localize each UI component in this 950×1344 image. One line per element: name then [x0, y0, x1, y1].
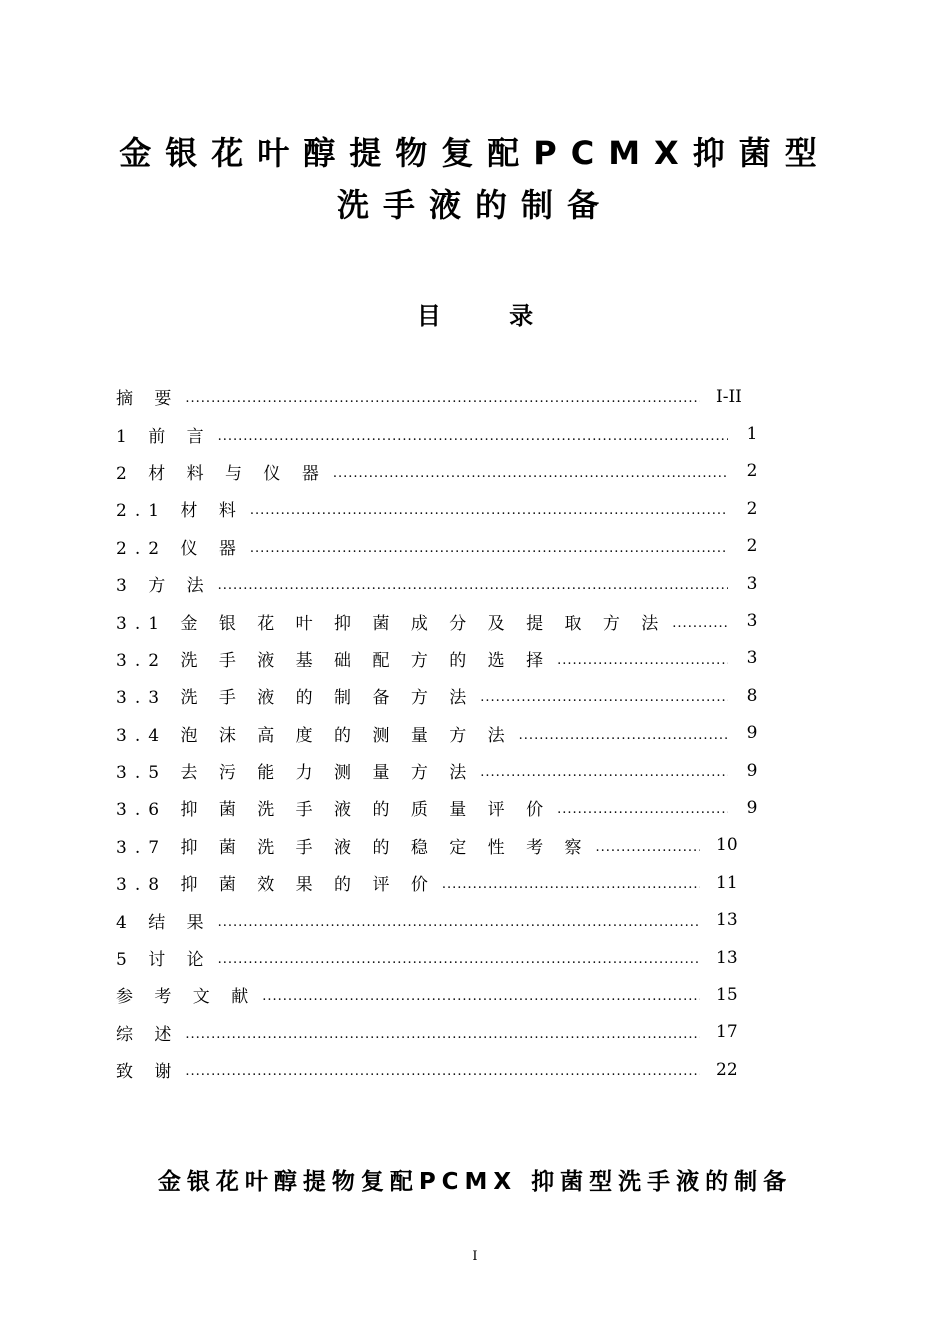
toc-entry-page: 8 — [746, 685, 758, 706]
toc-entry-label: 2 材 料 与 仪 器 — [116, 463, 327, 484]
toc-entry-page: 13 — [716, 947, 738, 968]
toc-entry[interactable] — [116, 864, 776, 901]
toc-entry[interactable] — [116, 976, 776, 1013]
toc-entry-page: 3 — [746, 648, 758, 669]
toc-entry-label: 3.7 抑 菌 洗 手 液 的 稳 定 性 考 察 — [116, 837, 590, 858]
toc-entry[interactable] — [116, 415, 776, 452]
toc-leader-dots — [218, 430, 728, 443]
toc-leader-dots — [218, 953, 700, 966]
toc-entry-page: 10 — [716, 835, 738, 856]
toc-entry[interactable] — [116, 528, 776, 565]
toc-entry-page: 15 — [716, 984, 738, 1005]
toc-entry-label: 致 谢 — [116, 1062, 180, 1083]
toc-entry-label: 3.8 抑 菌 效 果 的 评 价 — [116, 875, 436, 896]
toc-leader-dots — [218, 579, 728, 592]
toc-entry-label: 3.4 泡 沫 高 度 的 测 量 方 法 — [116, 725, 513, 746]
toc-leader-dots — [557, 803, 728, 816]
toc-entry-page: 2 — [746, 498, 758, 519]
toc-entry[interactable] — [116, 752, 776, 789]
toc-heading: 目 录 — [416, 302, 534, 330]
toc-leader-dots — [185, 1065, 700, 1078]
toc-entry[interactable] — [116, 490, 776, 527]
toc-leader-dots — [480, 766, 728, 779]
toc-entry-page: 1 — [746, 424, 758, 445]
toc-entry[interactable] — [116, 677, 776, 714]
toc-entry-label: 3.6 抑 菌 洗 手 液 的 质 量 评 价 — [116, 800, 552, 821]
toc-entry-page: 2 — [746, 536, 758, 557]
toc-entry-label: 3.1 金 银 花 叶 抑 菌 成 分 及 提 取 方 法 — [116, 613, 667, 634]
toc-leader-dots — [262, 990, 700, 1003]
toc-entry[interactable] — [116, 640, 776, 677]
toc-entry-page: 3 — [746, 611, 758, 632]
toc-leader-dots — [672, 617, 728, 630]
toc-entry-label: 综 述 — [116, 1024, 180, 1045]
toc-entry-label: 3.2 洗 手 液 基 础 配 方 的 选 择 — [116, 650, 552, 671]
toc-entry[interactable] — [116, 827, 776, 864]
toc-leader-dots — [185, 392, 700, 405]
toc-entry-label: 5 讨 论 — [116, 950, 212, 971]
toc-entry-page: I-II — [716, 386, 742, 407]
toc-leader-dots — [442, 878, 700, 891]
toc-leader-dots — [218, 916, 700, 929]
toc-leader-dots — [519, 729, 728, 742]
toc-entry-page: 9 — [746, 723, 758, 744]
toc-entry[interactable] — [116, 939, 776, 976]
table-of-contents — [116, 378, 776, 1088]
toc-entry-label: 2.1 材 料 — [116, 501, 244, 522]
toc-entry-page: 9 — [746, 760, 758, 781]
toc-entry[interactable] — [116, 901, 776, 938]
toc-leader-dots — [250, 542, 728, 555]
toc-entry-label: 3 方 法 — [116, 576, 212, 597]
toc-entry-page: 13 — [716, 910, 738, 931]
toc-entry[interactable] — [116, 565, 776, 602]
page-number: I — [472, 1249, 478, 1264]
toc-entry-label: 1 前 言 — [116, 426, 212, 447]
toc-leader-dots — [185, 1028, 700, 1041]
toc-entry-page: 17 — [716, 1022, 738, 1043]
toc-entry-label: 摘 要 — [116, 389, 180, 410]
toc-leader-dots — [333, 467, 728, 480]
toc-entry[interactable] — [116, 378, 776, 415]
document-title-line-1: 金银花叶醇提物复配PCMX抑菌型 — [119, 134, 831, 172]
toc-entry[interactable] — [116, 453, 776, 490]
toc-leader-dots — [480, 691, 728, 704]
toc-entry-page: 22 — [716, 1059, 738, 1080]
toc-entry-page: 3 — [746, 573, 758, 594]
document-title-line-2: 洗手液的制备 — [336, 186, 613, 224]
toc-leader-dots — [595, 841, 700, 854]
toc-entry-label: 2.2 仪 器 — [116, 538, 244, 559]
toc-entry[interactable] — [116, 1051, 776, 1088]
toc-entry[interactable] — [116, 602, 776, 639]
toc-entry[interactable] — [116, 715, 776, 752]
toc-entry-label: 参 考 文 献 — [116, 987, 257, 1008]
toc-entry-page: 2 — [746, 461, 758, 482]
toc-entry-label: 3.3 洗 手 液 的 制 备 方 法 — [116, 688, 475, 709]
toc-entry[interactable] — [116, 1014, 776, 1051]
section-title: 金银花叶醇提物复配PCMX 抑菌型洗手液的制备 — [157, 1169, 793, 1195]
toc-leader-dots — [557, 654, 728, 667]
toc-entry-label: 3.5 去 污 能 力 测 量 方 法 — [116, 763, 475, 784]
toc-entry-page: 11 — [716, 872, 738, 893]
toc-entry-label: 4 结 果 — [116, 912, 212, 933]
toc-entry[interactable] — [116, 789, 776, 826]
toc-entry-page: 9 — [746, 797, 758, 818]
toc-leader-dots — [250, 504, 728, 517]
